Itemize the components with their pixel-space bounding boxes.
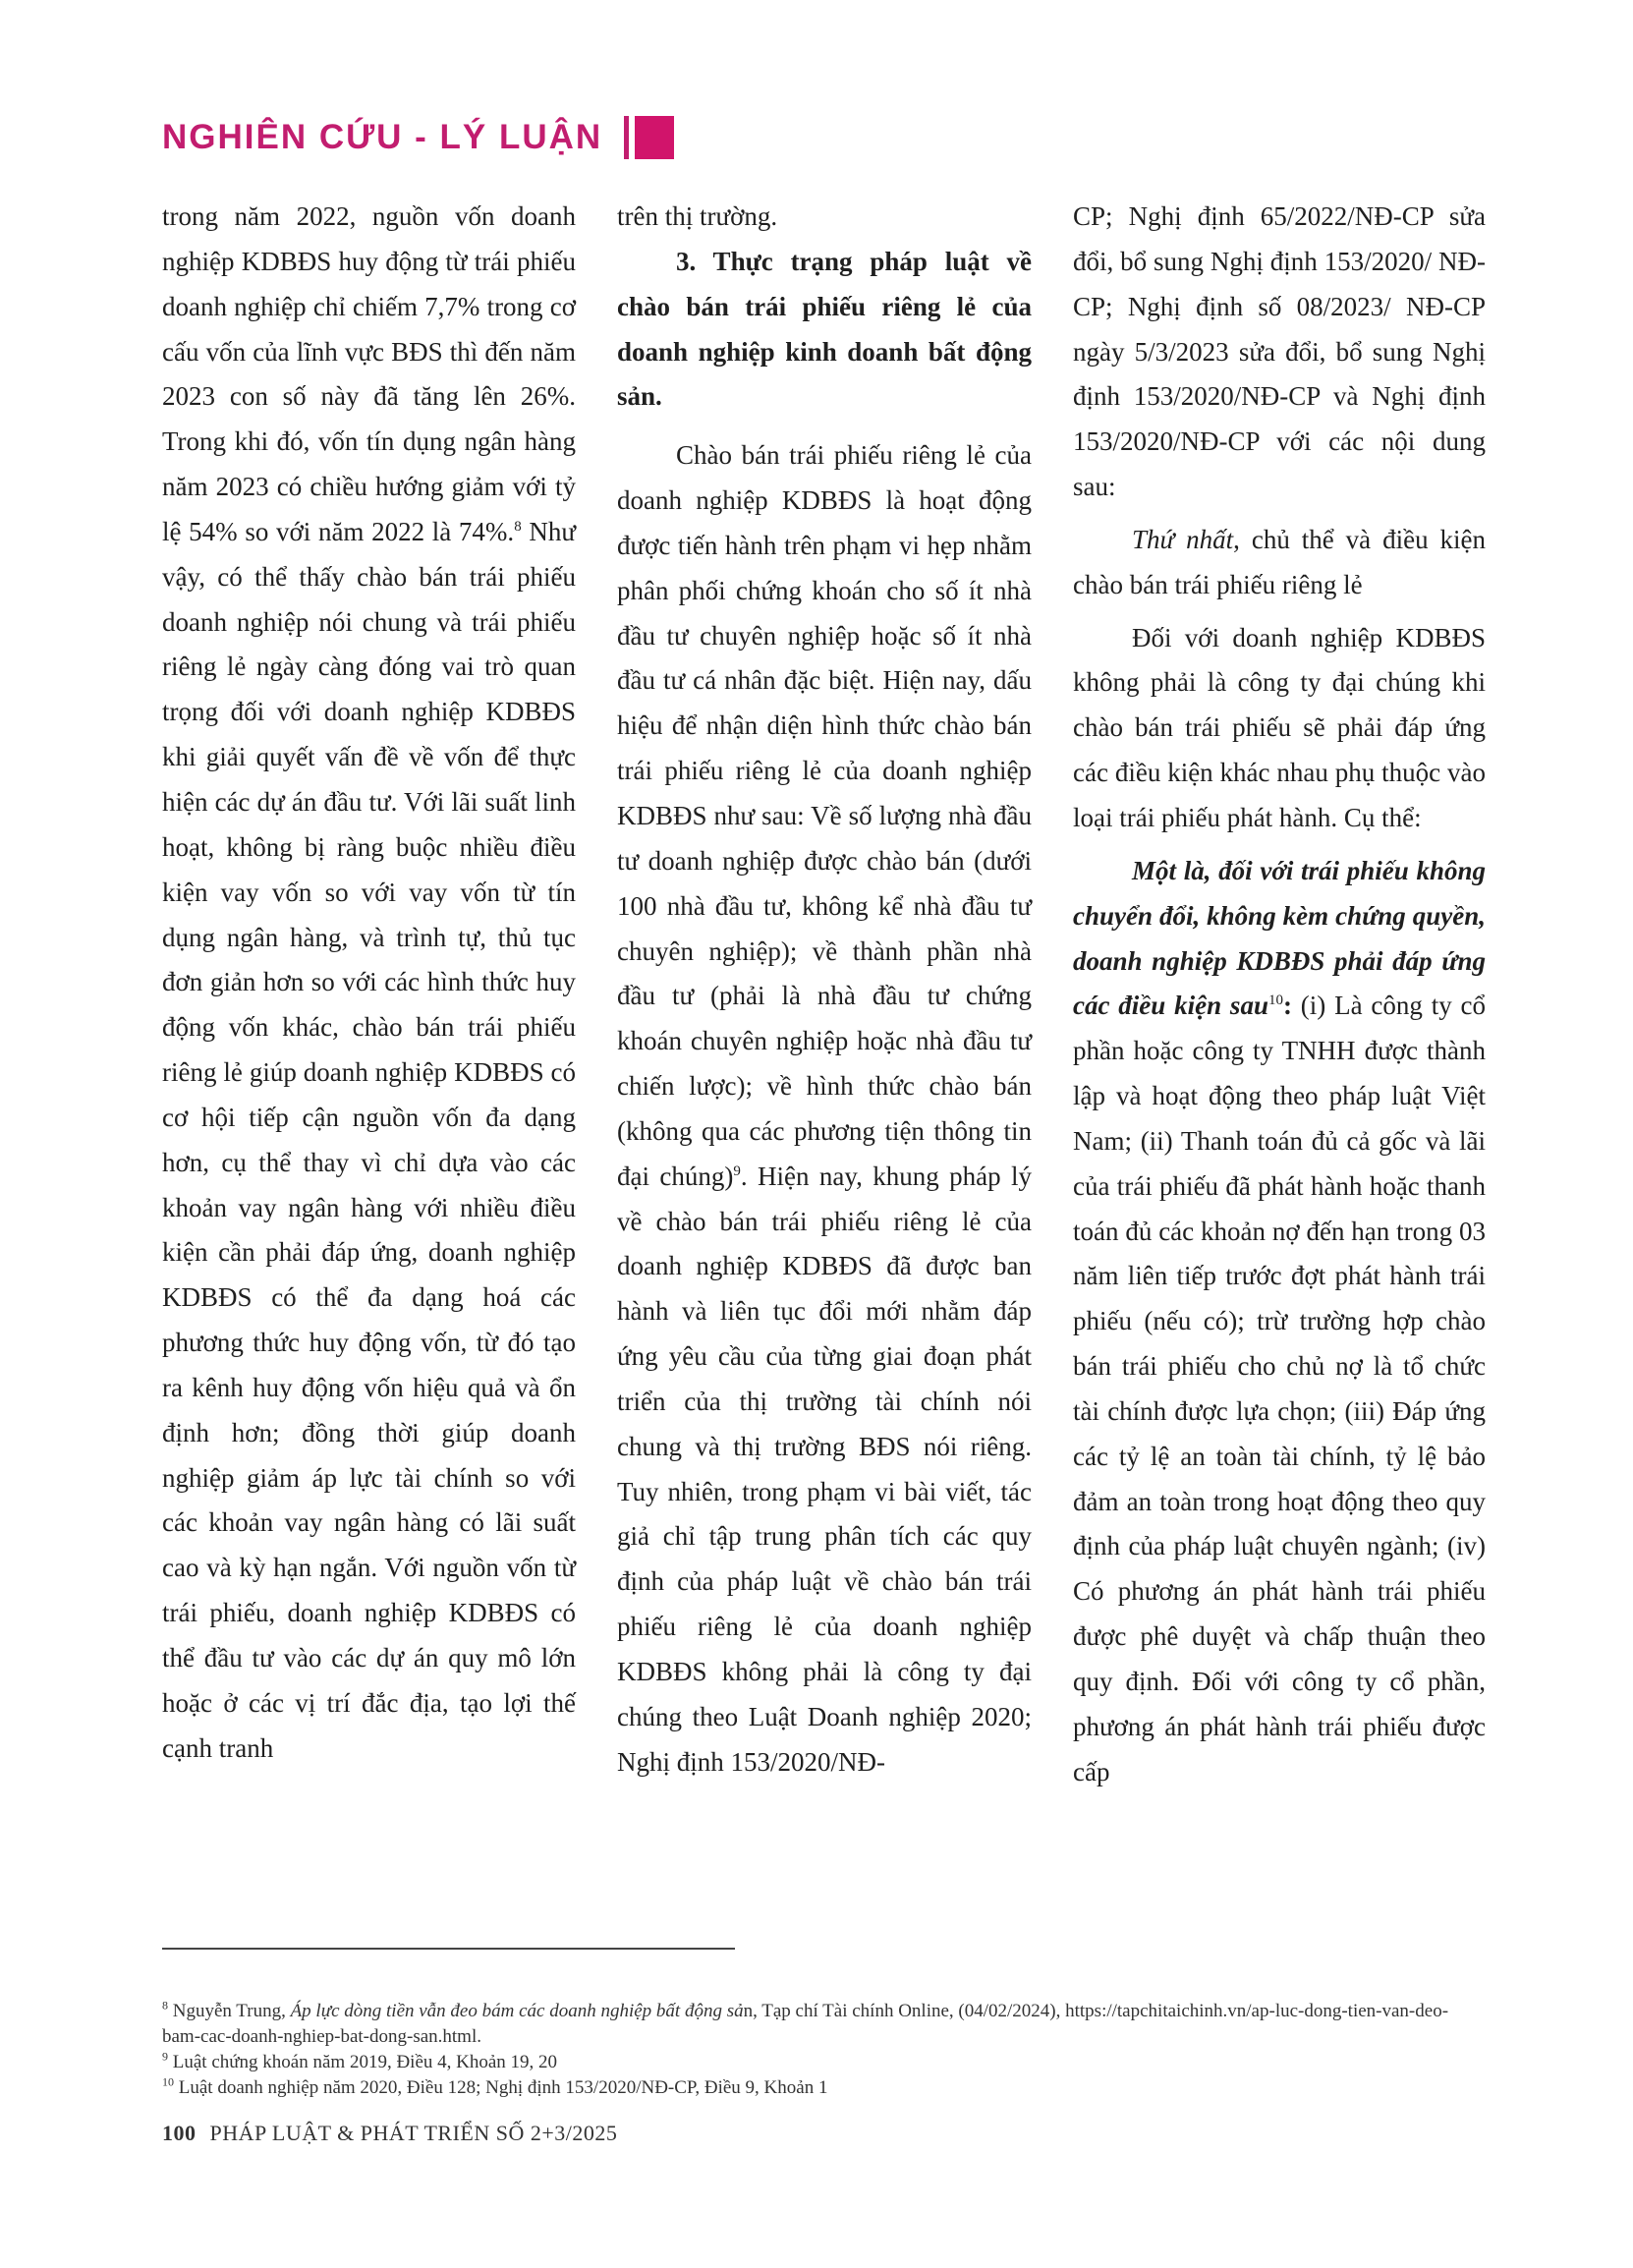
- footnote-text: Nguyễn Trung,: [168, 2001, 291, 2021]
- paragraph: [617, 433, 1032, 1785]
- page-header: [162, 116, 674, 159]
- paragraph-text: (i) Là công ty cổ phần hoặc công ty TNHH được thành lập và hoạt động theo pháp luật Việt Nam; (ii) Thanh toán đủ cả gốc và lãi của trái phiếu đã phát hành hoặc thanh toán đủ các khoản nợ đến hạn trong 03 năm liên tiếp trước đợt phát hành trái phiếu (nếu có); trừ trường hợp chào bán trái phiếu cho chủ nợ là tổ chức tài chính được lựa chọn; (iii) Đáp ứng các tỷ lệ an toàn tài chính, tỷ lệ bảo đảm an toàn trong hoạt động theo quy định của pháp luật chuyên ngành; (iv) Có phương án phát hành trái phiếu được phê duyệt và chấp thuận theo quy định. Đối với công ty cổ phần, phương án phát hành trái phiếu được cấp: [1073, 991, 1486, 1786]
- emphasis-text: Thứ nhất: [1132, 524, 1234, 554]
- footnote-text: n, Tạp chí Tài chính Online, (04/02/2024), https://tapchitaichinh.vn/ap-luc-dong-tien-van-deo-bam-cac-doanh-nghiep-bat-dong-san.html.: [162, 2001, 1449, 2047]
- footnote-ref-10: 10: [1267, 992, 1283, 1009]
- paragraph: [1073, 849, 1486, 1795]
- footnote-10: [162, 2075, 1484, 2101]
- header-accent-block: [635, 116, 674, 159]
- footnote-9: [162, 2050, 1484, 2075]
- paragraph: [1073, 518, 1486, 608]
- footnotes: [162, 1999, 1484, 2101]
- paragraph: Đối với doanh nghiệp KDBĐS không phải là công ty đại chúng khi chào bán trái phiếu sẽ phải đáp ứng các điều kiện khác nhau phụ thuộc vào loại trái phiếu phát hành. Cụ thể:: [1073, 622, 1486, 832]
- footnote-8: [162, 1999, 1484, 2050]
- page-number: 100: [162, 2121, 197, 2145]
- text-column-3: [1073, 195, 1486, 1795]
- paragraph: trên thị trường.: [617, 201, 778, 231]
- journal-name: PHÁP LUẬT & PHÁT TRIỂN SỐ 2+3/2025: [209, 2121, 618, 2145]
- section-heading: 3. Thực trạng pháp luật về chào bán trái phiếu riêng lẻ của doanh nghiệp kinh doanh bất động sản.: [617, 246, 1032, 412]
- footnote-ref-8: 8: [514, 518, 522, 535]
- section-title: NGHIÊN CỨU - LÝ LUẬN: [162, 118, 603, 156]
- paragraph: [162, 195, 576, 1772]
- paragraph-text: Như vậy, có thể thấy chào bán trái phiếu doanh nghiệp nói chung và trái phiếu riêng lẻ ngày càng đóng vai trò quan trọng đối với doanh nghiệp KDBĐS khi giải quyết vấn đề về vốn để thực hiện các dự án đầu tư. Với lãi suất linh hoạt, không bị ràng buộc nhiều điều kiện vay vốn so với vay vốn từ tín dụng ngân hàng, và trình tự, thủ tục đơn giản hơn so với các hình thức huy động vốn khác, chào bán trái phiếu riêng lẻ giúp doanh nghiệp KDBĐS có cơ hội tiếp cận nguồn vốn đa dạng hơn, cụ thể thay vì chỉ dựa vào các khoản vay ngân hàng với nhiều điều kiện cần phải đáp ứng, doanh nghiệp KDBĐS có thể đa dạng hoá các phương thức huy động vốn, từ đó tạo ra kênh huy động vốn hiệu quả và ổn định hơn; đồng thời giúp doanh nghiệp giảm áp lực tài chính so với các khoản vay ngân hàng có lãi suất cao và kỳ hạn ngắn. Với nguồn vốn từ trái phiếu, doanh nghiệp KDBĐS có thể đầu tư vào các dự án quy mô lớn hoặc ở các vị trí đắc địa, tạo lợi thế cạnh tranh: [162, 516, 576, 1763]
- text-column-2: [617, 195, 1032, 1786]
- paragraph: CP; Nghị định 65/2022/NĐ-CP sửa đổi, bổ sung Nghị định 153/2020/ NĐ-CP; Nghị định số 08/2023/ NĐ-CP ngày 5/3/2023 sửa đổi, bổ sung Nghị định 153/2020/NĐ-CP và Nghị định 153/2020/NĐ-CP với các nội dung sau:: [1073, 201, 1486, 502]
- footnote-text: Luật chứng khoán năm 2019, Điều 4, Khoản 19, 20: [168, 2052, 558, 2072]
- footnote-text: Luật doanh nghiệp năm 2020, Điều 128; Nghị định 153/2020/NĐ-CP, Điều 9, Khoản 1: [174, 2077, 828, 2098]
- footnote-number: 8: [162, 1998, 168, 2013]
- paragraph-text: trong năm 2022, nguồn vốn doanh nghiệp KDBĐS huy động từ trái phiếu doanh nghiệp chỉ chiếm 7,7% trong cơ cấu vốn của lĩnh vực BĐS thì đến năm 2023 con số này đã tăng lên 26%. Trong khi đó, vốn tín dụng ngân hàng năm 2023 có chiều hướng giảm với tỷ lệ 54% so với năm 2022 là 74%.: [162, 201, 576, 546]
- footnote-divider: [162, 1948, 735, 1950]
- emphasis-bold-text: Một là, đối với trái phiếu không chuyển đổi, không kèm chứng quyền, doanh nghiệp KDBĐS phải đáp ứng các điều kiện sau: [1073, 855, 1486, 1021]
- colon: :: [1282, 991, 1292, 1021]
- footnote-number: 10: [162, 2074, 174, 2089]
- paragraph-text: Chào bán trái phiếu riêng lẻ của doanh nghiệp KDBĐS là hoạt động được tiến hành trên phạm vi hẹp nhằm phân phối chứng khoán cho số ít nhà đầu tư chuyên nghiệp hoặc số ít nhà đầu tư cá nhân đặc biệt. Hiện nay, dấu hiệu để nhận diện hình thức chào bán trái phiếu riêng lẻ của doanh nghiệp KDBĐS như sau: Về số lượng nhà đầu tư doanh nghiệp được chào bán (dưới 100 nhà đầu tư, không kể nhà đầu tư chuyên nghiệp); về thành phần nhà đầu tư (phải là nhà đầu tư chứng khoán chuyên nghiệp hoặc nhà đầu tư chiến lược); về hình thức chào bán (không qua các phương tiện thông tin đại chúng): [617, 440, 1032, 1191]
- footnote-number: 9: [162, 2049, 168, 2064]
- footnote-ref-9: 9: [733, 1162, 741, 1179]
- page-footer: [162, 2121, 617, 2146]
- text-column-1: [162, 195, 576, 1772]
- footnote-title: Áp lực dòng tiền vẫn đeo bám các doanh nghiệp bất động sả: [290, 2001, 744, 2021]
- paragraph-text: , chủ thể và điều kiện chào bán trái phiếu riêng lẻ: [1073, 524, 1486, 599]
- paragraph-text: . Hiện nay, khung pháp lý về chào bán trái phiếu riêng lẻ của doanh nghiệp KDBĐS đã được ban hành và liên tục đổi mới nhằm đáp ứng yêu cầu của từng giai đoạn phát triển của thị trường tài chính nói chung và thị trường BĐS nói riêng. Tuy nhiên, trong phạm vi bài viết, tác giả chỉ tập trung phân tích các quy định của pháp luật về chào bán trái phiếu riêng lẻ của doanh nghiệp KDBĐS không phải là công ty đại chúng theo Luật Doanh nghiệp 2020; Nghị định 153/2020/NĐ-: [617, 1161, 1032, 1777]
- header-accent-bar: [624, 116, 629, 159]
